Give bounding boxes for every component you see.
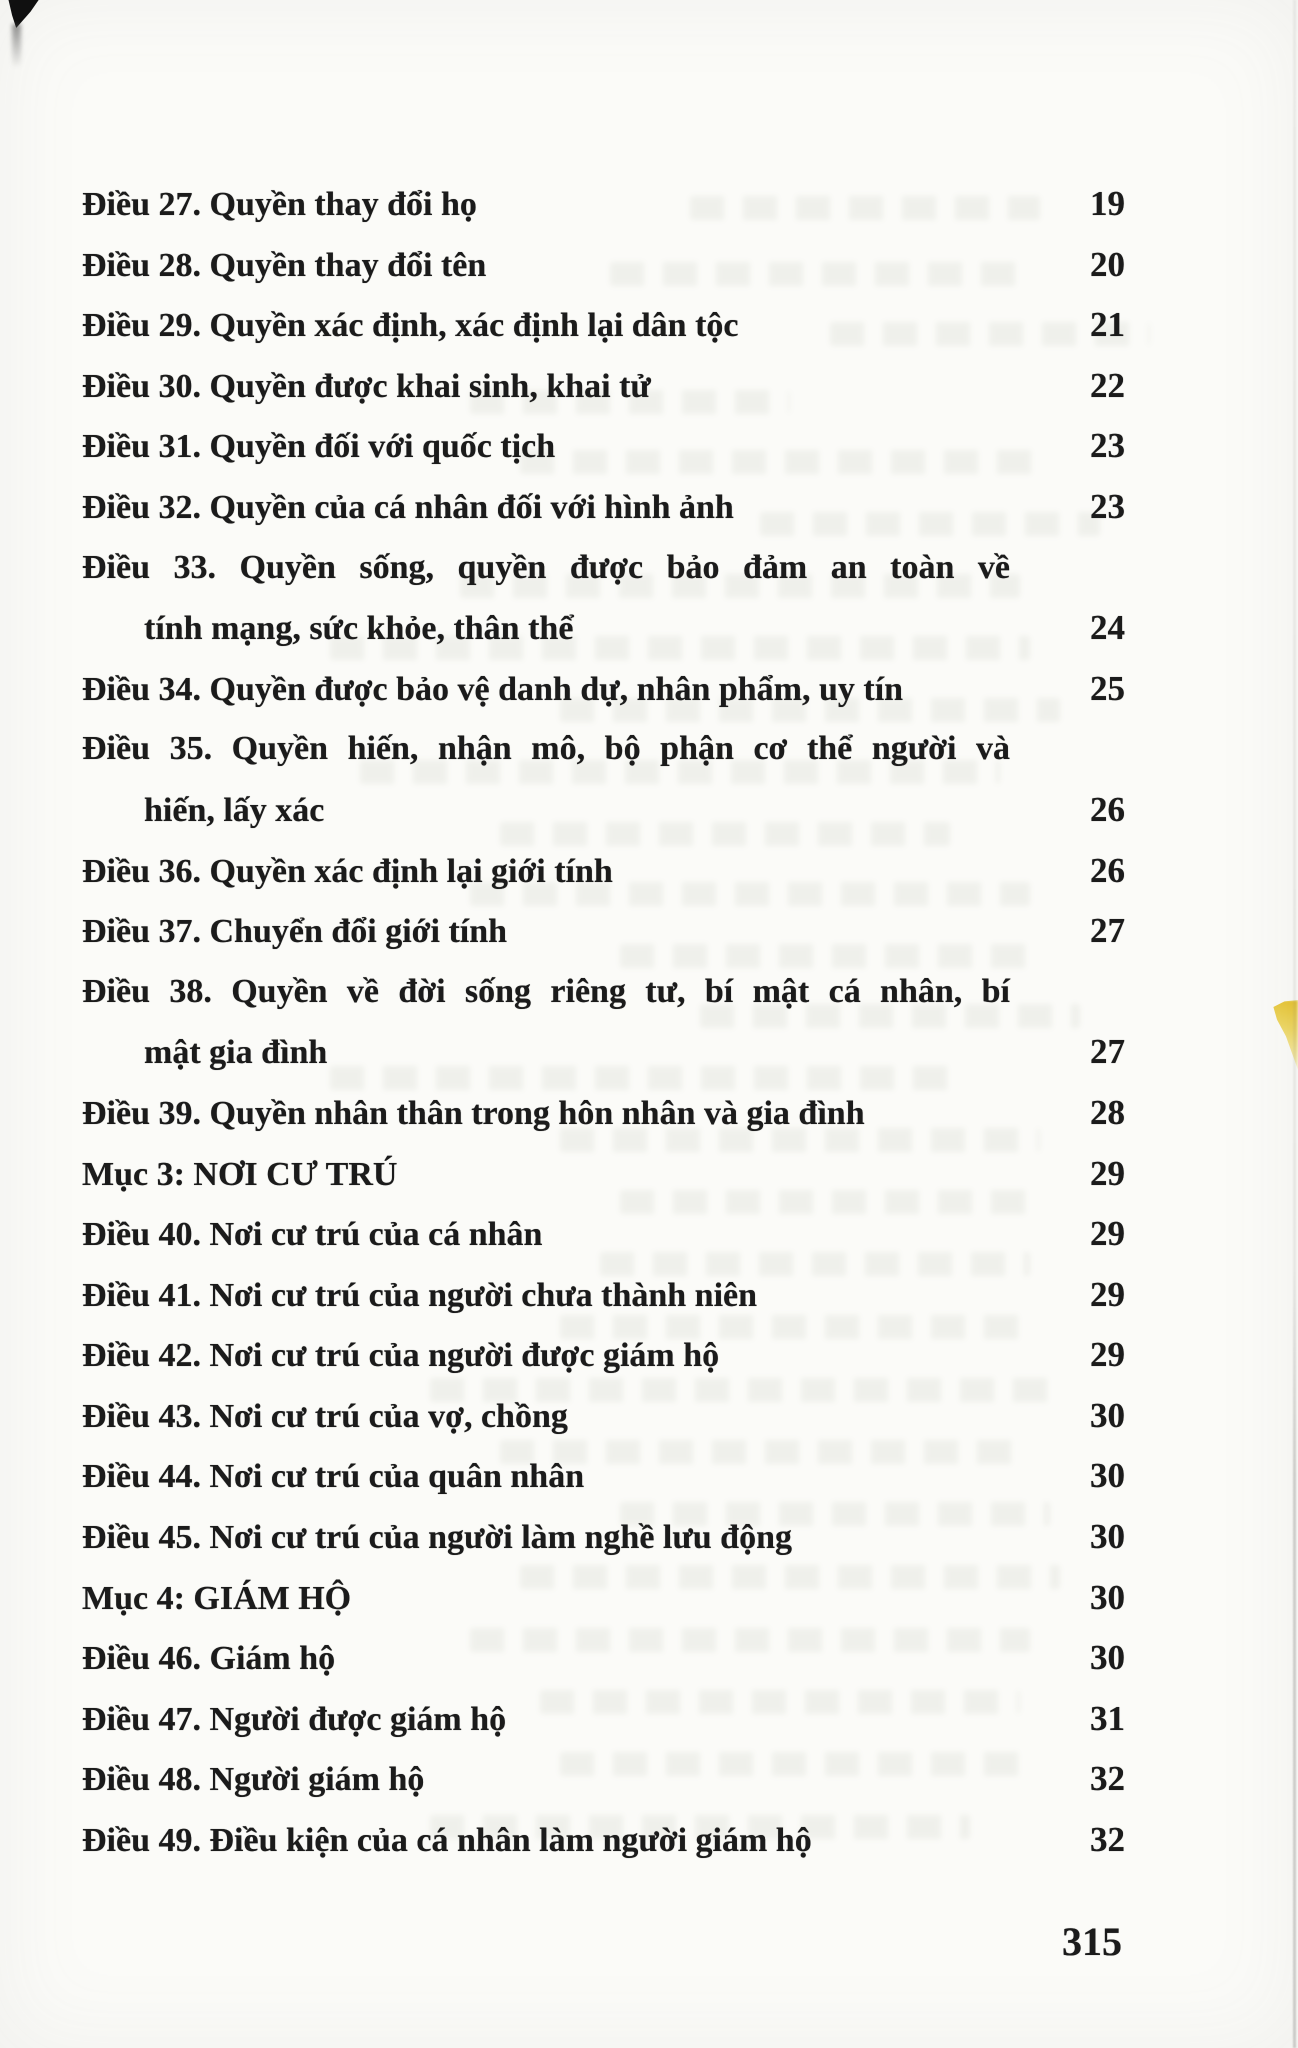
toc-entry-title: mật gia đình: [144, 1034, 328, 1072]
toc-entry-title: Điều 34. Quyền được bảo vệ danh dự, nhân phẩm, uy tín: [82, 670, 904, 708]
toc-row: [82, 356, 1125, 417]
toc-row: [82, 1022, 1125, 1083]
toc-entry-page-number: 30: [1090, 1456, 1125, 1496]
toc-entry-title: Điều 45. Nơi cư trú của người làm nghề lưu động: [82, 1519, 792, 1557]
toc-entry-page-number: 26: [1090, 789, 1125, 829]
toc-entry-page-number: 30: [1090, 1577, 1125, 1617]
toc-row: [82, 1265, 1125, 1326]
toc-row: [82, 1507, 1125, 1568]
toc-row: [82, 1628, 1125, 1689]
toc-entry-page-number: 24: [1090, 608, 1125, 648]
toc-row: [82, 901, 1125, 962]
toc-row: [82, 477, 1125, 538]
toc-entry-page-number: 29: [1090, 1214, 1125, 1254]
toc-row: [82, 1749, 1125, 1810]
toc-row: [82, 659, 1125, 720]
toc-entry-title: Điều 27. Quyền thay đổi họ: [82, 186, 477, 223]
toc-row: [82, 598, 1125, 659]
toc-row: [82, 1325, 1125, 1386]
toc-entry-page-number: 19: [1090, 184, 1125, 223]
toc-entry-title: Điều 48. Người giám hộ: [82, 1761, 425, 1799]
toc-entry-title: tính mạng, sức khỏe, thân thể: [144, 610, 574, 648]
toc-entry-page-number: 30: [1090, 1395, 1125, 1435]
toc-entry-title: Điều 44. Nơi cư trú của quân nhân: [82, 1458, 585, 1496]
toc-entry-page-number: 23: [1090, 426, 1125, 466]
toc-entry-title: Điều 39. Quyền nhân thân trong hôn nhân và gia đình: [82, 1094, 865, 1132]
toc-entry-title: Điều 38. Quyền về đời sống riêng tư, bí mật cá nhân, bí: [82, 972, 1010, 1010]
toc-entry-title: Điều 41. Nơi cư trú của người chưa thành niên: [82, 1276, 758, 1314]
toc-entry-title: Điều 36. Quyền xác định lại giới tính: [82, 852, 613, 890]
toc-row: [82, 1144, 1125, 1205]
footer-page-number: 315: [1062, 1919, 1122, 1964]
toc-row: [82, 962, 1125, 1023]
toc-entry-title: Điều 49. Điều kiện của cá nhân làm người giám hộ: [82, 1822, 812, 1860]
toc-row: [82, 1083, 1125, 1144]
toc-row: [82, 235, 1125, 296]
toc-entry-page-number: 32: [1090, 1820, 1125, 1860]
toc-entry-page-number: 23: [1090, 486, 1125, 526]
toc-entry-title: Điều 29. Quyền xác định, xác định lại dân tộc: [82, 307, 739, 345]
toc-row: [82, 538, 1125, 599]
toc-row: [82, 1446, 1125, 1507]
toc-row: [82, 780, 1125, 841]
toc-entry-title: Điều 35. Quyền hiến, nhận mô, bộ phận cơ thể người và: [82, 730, 1010, 768]
toc-entry-page-number: 21: [1090, 305, 1125, 345]
toc-entry-page-number: 28: [1090, 1092, 1125, 1132]
toc-entry-title: Điều 47. Người được giám hộ: [82, 1700, 507, 1738]
toc-entry-title: Mục 3: NƠI CƯ TRÚ: [82, 1155, 398, 1193]
toc-row: [82, 1386, 1125, 1447]
table-of-contents: [82, 174, 1125, 1871]
toc-entry-page-number: 25: [1090, 668, 1125, 708]
toc-entry-page-number: 22: [1090, 365, 1125, 405]
toc-entry-page-number: 20: [1090, 244, 1125, 284]
scan-corner-smudge: [12, 24, 21, 68]
toc-entry-title: Mục 4: GIÁM HỘ: [82, 1579, 352, 1617]
toc-entry-page-number: 27: [1090, 911, 1125, 951]
toc-entry-title: Điều 32. Quyền của cá nhân đối với hình ảnh: [82, 488, 734, 526]
toc-entry-title: Điều 37. Chuyển đổi giới tính: [82, 913, 508, 951]
toc-entry-page-number: 30: [1090, 1638, 1125, 1678]
toc-entry-title: Điều 33. Quyền sống, quyền được bảo đảm an toàn về: [82, 548, 1010, 586]
toc-row: [82, 1810, 1125, 1871]
toc-entry-page-number: 29: [1090, 1153, 1125, 1193]
toc-entry-page-number: 26: [1090, 850, 1125, 890]
toc-row: [82, 1568, 1125, 1629]
page-edge-shadow: [1293, 0, 1296, 2048]
toc-entry-page-number: 32: [1090, 1759, 1125, 1799]
toc-row: [82, 174, 1125, 235]
toc-row: [82, 1204, 1125, 1265]
toc-entry-page-number: 27: [1090, 1032, 1125, 1072]
toc-entry-title: Điều 40. Nơi cư trú của cá nhân: [82, 1216, 543, 1254]
toc-entry-title: Điều 31. Quyền đối với quốc tịch: [82, 428, 556, 466]
toc-entry-page-number: 29: [1090, 1274, 1125, 1314]
toc-entry-title: hiến, lấy xác: [144, 791, 325, 829]
toc-entry-page-number: 30: [1090, 1517, 1125, 1557]
toc-entry-page-number: 31: [1090, 1698, 1125, 1738]
toc-entry-title: Điều 43. Nơi cư trú của vợ, chồng: [82, 1397, 568, 1435]
toc-row: [82, 841, 1125, 902]
toc-entry-title: Điều 30. Quyền được khai sinh, khai tử: [82, 367, 651, 405]
toc-entry-title: Điều 42. Nơi cư trú của người được giám hộ: [82, 1337, 720, 1375]
toc-row: [82, 1689, 1125, 1750]
toc-row: [82, 416, 1125, 477]
toc-row: [82, 295, 1125, 356]
toc-entry-page-number: 29: [1090, 1335, 1125, 1375]
toc-row: [82, 719, 1125, 780]
toc-entry-title: Điều 46. Giám hộ: [82, 1640, 336, 1678]
toc-entry-title: Điều 28. Quyền thay đổi tên: [82, 246, 487, 284]
